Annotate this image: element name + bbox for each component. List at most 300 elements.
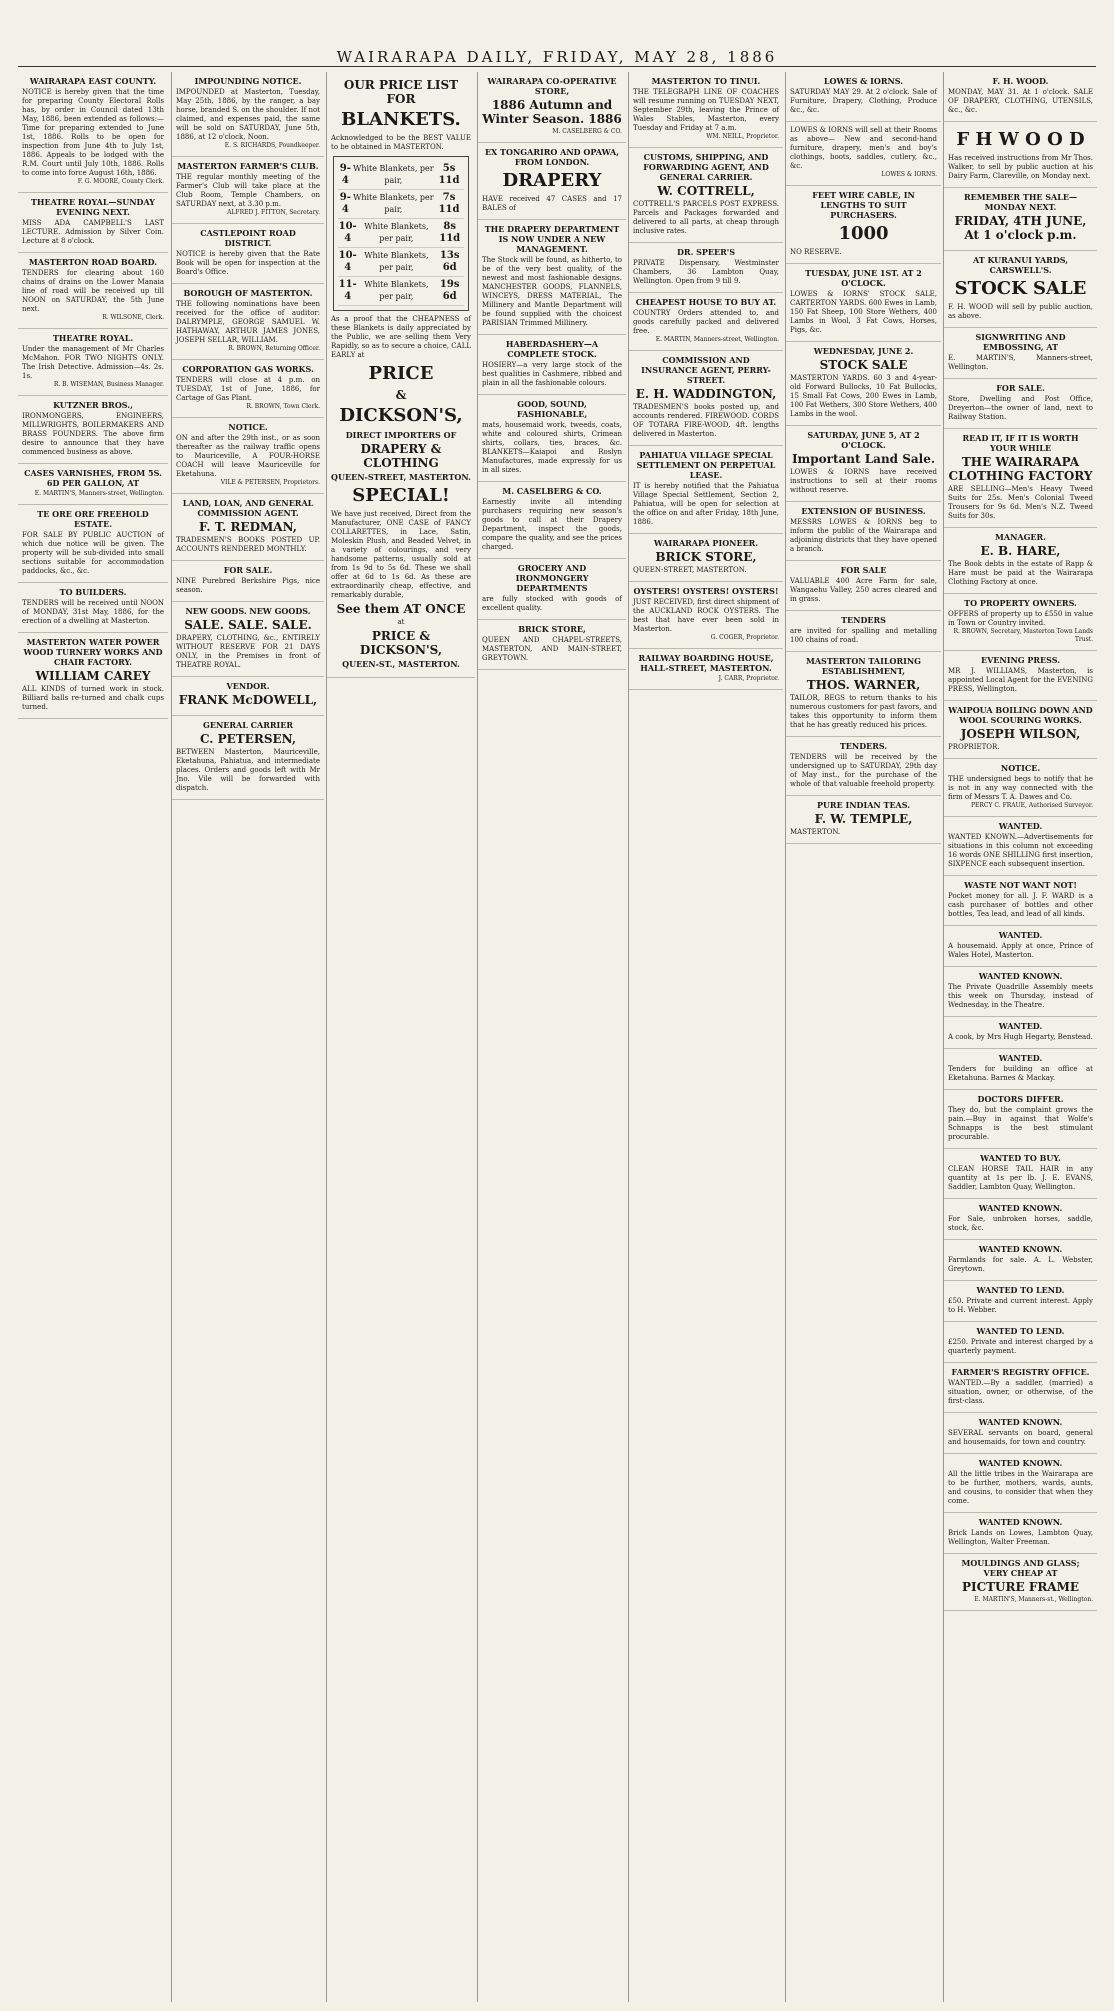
ad-display-line: PICTURE FRAME [961,1580,1080,1594]
advertisement [944,328,1097,379]
column-4 [477,72,626,2002]
ad-signature: LOWES & IORNS. [881,171,937,178]
advertisement [786,72,941,122]
ad-heading: GROCERY AND IRONMONGERY DEPARTMENTS [515,563,589,593]
ad-heading: OYSTERS! OYSTERS! OYSTERS! [633,586,779,596]
advertisement [944,967,1097,1017]
ad-body: £250. Private and interest charged by a quarterly payment. [948,1338,1093,1355]
firm-amp: & [395,388,407,402]
ad-signature: E. MARTIN'S, Manners-street, Wellington. [34,490,164,497]
advertisement [944,122,1097,188]
ad-display-line: FRIDAY, 4TH JUNE, At 1 o'clock p.m. [954,214,1087,242]
special-heading: SPECIAL! [352,485,450,506]
ad-body: SATURDAY MAY 29. At 2 o'clock. Sale of Furniture, Drapery, Clothing, Produce &c., &c. [790,88,937,114]
advertisement [944,1413,1097,1454]
advertisement [478,143,626,220]
advertisement [18,72,168,193]
ad-body: NO RESERVE. [790,248,842,256]
ad-signature: F. G. MOORE, County Clerk. [77,178,164,185]
ad-signature: E. MARTIN'S, Manners-st., Wellington. [974,1596,1093,1603]
ad-heading: VENDOR. [226,681,270,691]
ad-body: LOWES & IORNS' STOCK SALE, CARTERTON YARDS. 600 Ewes in Lamb, 150 Fat Sheep, 100 Store Wethers, 400 Lambs in Wool, 3 Fat Cows, Horses, Pigs, &c. [790,290,937,334]
masthead-title: WAIRARAPA DAILY, FRIDAY, MAY 28, 1886 [336,48,778,66]
ad-display-line: E. H. WADDINGTON, [635,387,777,401]
advertisement [944,1240,1097,1281]
ad-body: The Book debts in the estate of Rapp & Hare must be paid at the Wairarapa Clothing Factory at once. [948,560,1093,586]
ad-body: VALUABLE 400 Acre Farm for sale, Wangaehu Valley, 250 acres cleared and in grass. [790,577,937,603]
ad-heading: MOULDINGS AND GLASS; VERY CHEAP AT [961,1558,1080,1578]
ad-body: CLEAN HORSE TAIL HAIR in any quantity at 1s per lb. J. E. EVANS, Saddler, Lambton Quay, Wellington. [948,1165,1093,1191]
ad-heading: HABERDASHERY—A COMPLETE STOCK. [505,339,599,359]
advertisement [944,429,1097,528]
price-desc: White Blankets, per pair, [353,193,434,214]
ad-body: THE TELEGRAPH LINE OF COACHES will resume running on TUESDAY NEXT, September 29th, leaving the Prince of Wales Stables, Masterton, every Tuesday and Friday at 7 a.m. [633,88,779,132]
ad-display-large: STOCK SALE [954,278,1087,299]
ad-display-line: E. B. HARE, [980,544,1061,558]
advertisement [172,224,324,284]
ad-body: are invited for spalling and metalling 100 chains of road. [790,627,937,644]
ad-heading: MASTERTON WATER POWER WOOD TURNERY WORKS AND CHAIR FACTORY. [23,637,163,667]
advertisement [629,534,783,582]
advertisement [944,1322,1097,1363]
ad-body: TENDERS will close at 4 p.m. on TUESDAY, 1st of June, 1886, for Cartage of Gas Plant. [176,376,320,402]
ad-body: THE following nominations have been received for the office of auditor: DALRYMPLE, GEORGE SAMUEL W. HATHAWAY, ARTHUR JAMES JONES, JOSEPH SELLAR, WILLIAM. [176,300,320,344]
ad-heading: WANTED. [998,1021,1043,1031]
ad-heading: PAHIATUA VILLAGE SPECIAL SETTLEMENT ON PERPETUAL LEASE. [636,450,776,480]
masthead-rule [18,66,1096,67]
ad-heading: FOR SALE. [996,383,1045,393]
ad-body: HOSIERY—a very large stock of the best qualities in Cashmere, ribbed and plain in all the fashionable colours. [482,361,622,387]
column-2 [171,72,324,2002]
ad-heading: WANTED KNOWN. [978,1244,1063,1254]
ad-body: QUEEN-STREET, MASTERTON. [633,566,747,574]
ad-body: FOR SALE BY PUBLIC AUCTION of which due notice will be given. The property will be sub-divided into small sections suitable for accommodation paddocks, &c., &c. [22,531,164,575]
ad-body: QUEEN AND CHAPEL-STREETS, MASTERTON, AND MAIN-STREET, GREYTOWN. [482,636,622,662]
advertisement [172,418,324,494]
ad-display-line: C. PETERSEN, [199,732,297,746]
ad-body: Earnestly invite all intending purchasers requiring new season's goods to call at their Drapery Department, inspect the goods, compare the quality, and see the prices charged. [482,498,622,551]
ad-body: MASTERTON. [790,828,841,836]
advertisement [786,264,941,342]
ad-body: A cook, by Mrs Hugh Hegarty, Benstead. [948,1033,1093,1041]
ad-body: MASTERTON YARDS. 60 3 and 4-year-old Forward Bullocks, 10 Fat Bullocks, 15 Small Fat Cows, 200 Ewes in Lamb, 100 Fat Wethers, 300 Store Wethers, 400 Lambs in the wool. [790,374,937,418]
advertisement [172,602,324,677]
ad-heading: SATURDAY, JUNE 5, AT 2 O'CLOCK. [807,430,920,450]
ad-signature: R. BROWN, Town Clerk. [246,403,320,410]
ad-signature: M. CASELBERG & CO. [552,128,622,135]
price-value: 8s 11d [439,221,461,244]
ad-body: MISS ADA CAMPBELL'S LAST LECTURE. Admission by Silver Coin. Lecture at 8 o'clock. [22,219,164,245]
advertisement [478,335,626,395]
ad-heading: REMEMBER THE SALE—MONDAY NEXT. [964,192,1077,212]
ad-display-line: FRANK McDOWELL, [178,693,318,707]
firm-name-3: PRICE & DICKSON'S, [359,629,443,657]
ad-signature: PERCY C. FRAUE, Authorised Surveyor. [970,802,1093,809]
ad-heading: THEATRE ROYAL. [52,333,134,343]
advertisement [786,561,941,611]
ad-display-line: THE WAIRARAPA CLOTHING FACTORY [948,455,1093,483]
ad-display-line: SALE. SALE. SALE. [184,618,312,632]
price-value: 13s 6d [439,250,460,273]
ad-body: PRIVATE Dispensary, Westminster Chambers, 36 Lambton Quay, Wellington. Open from 9 till 9. [633,259,779,285]
ad-heading: PURE INDIAN TEAS. [816,800,911,810]
advertisement [629,293,783,351]
ad-display-line: BRICK STORE, [655,550,757,564]
advertisement [944,528,1097,594]
ad-display-line: W. COTTRELL, [657,184,755,198]
column-5 [628,72,783,2002]
advertisement [172,716,324,800]
advertisement [629,148,783,243]
price-row [338,277,464,306]
ad-display-line: STOCK SALE [819,358,908,372]
ad-body: SEVERAL servants on board, general and housemaids, for town and country. [948,1429,1093,1446]
advertisement [478,482,626,559]
ad-heading: BOROUGH OF MASTERTON. [183,288,313,298]
price-desc: White Blankets, per pair, [364,251,429,272]
advertisement [944,1017,1097,1049]
advertisement [172,561,324,602]
see-them: See them AT ONCE [336,602,466,616]
advertisement [944,1281,1097,1322]
ad-heading: WAIRARAPA EAST COUNTY. [29,76,157,86]
advertisement [944,651,1097,701]
ad-heading: WANTED TO LEND. [976,1326,1065,1336]
ad-heading: EVENING PRESS. [980,655,1061,665]
ad-heading: WANTED TO BUY. [980,1153,1061,1163]
advertisement [944,817,1097,876]
ad-display-line: WILLIAM CAREY [35,669,151,683]
advertisement [629,582,783,649]
advertisement [478,72,626,143]
price-row [338,248,464,277]
firm-dept: DRAPERY & CLOTHING [360,442,442,470]
ad-display-large: F H W O O D [956,129,1085,150]
ad-body: THE undersigned begs to notify that he is not in any way connected with the firm of Messrs T. A. Dawes and Co. [948,775,1093,801]
ad-signature: R. WILSONE, Clerk. [102,314,164,321]
ad-signature: E. MARTIN, Manners-street, Wellington. [655,336,779,343]
advertisement [18,583,168,633]
ad-heading: GOOD, SOUND, FASHIONABLE, [516,399,588,419]
advertisement [18,633,168,719]
special-body: We have just received, Direct from the Manufacturer, ONE CASE of FANCY COLLARETTES, in Lace, Satin, Moleskin Plush, and Beaded Velvet, in a variety of colourings, and very handsome patterns, usually sold at from 1s 9d to 5s 6d. These we shall offer at 6d to 1s 6d. As these are extraordinarily cheap, effective, and remarkably durable, [331,510,471,599]
price-row [338,219,464,248]
advertisement [18,505,168,583]
ad-heading: MASTERTON TO TINUI. [651,76,761,86]
column-1 [18,72,168,2002]
advertisement [944,379,1097,429]
advertisement [944,1513,1097,1554]
ad-heading: CORPORATION GAS WORKS. [182,364,314,374]
firm-name-2: DICKSON'S, [339,405,463,426]
ad-body: E. MARTIN'S, Manners-street, Wellington. [948,354,1093,371]
advertisement [629,72,783,148]
advertisement [944,1149,1097,1199]
ad-heading: TENDERS. [839,741,888,751]
ad-heading: WAIRARAPA PIONEER. [653,538,759,548]
advertisement [172,677,324,716]
ad-body: WANTED.—By a saddler, (married) a situation, owner, or otherwise, of the first-class. [948,1379,1093,1405]
price-size: 10-4 [338,221,357,244]
ad-display-line: JOSEPH WILSON, [960,727,1081,741]
ad-body: MONDAY, MAY 31. At 1 o'clock. SALE OF DRAPERY, CLOTHING, UTENSILS, &c., &c. [948,88,1093,114]
ad-display-large: 1000 [838,223,889,244]
ad-body: COTTRELL'S PARCELS POST EXPRESS. Parcels and Packages forwarded and delivered to all parts, at cheap through inclusive rates. [633,200,779,235]
ad-display-line: F. W. TEMPLE, [814,812,913,826]
advertisement [172,284,324,360]
ad-body: TAILOR, BEGS to return thanks to his numerous customers for past favors, and takes this opportunity to inform them that he has greatly reduced his prices. [790,694,937,729]
ad-signature: G. COGER, Proprietor. [710,634,779,641]
ad-heading: M. CASELBERG & CO. [502,486,602,496]
ad-display-large: DRAPERY [502,170,602,191]
ad-heading: WANTED. [998,1053,1043,1063]
ad-heading: IMPOUNDING NOTICE. [194,76,302,86]
advertisement [944,251,1097,328]
ad-heading: WAIPOUA BOILING DOWN AND WOOL SCOURING WORKS. [948,705,1093,725]
ad-signature: VILE & PETERSEN, Proprietors. [220,479,320,486]
see-at: at [397,618,405,626]
ad-heading: RAILWAY BOARDING HOUSE, HALL-STREET, MASTERTON. [638,653,774,673]
advertisement [786,652,941,737]
ad-heading: READ IT, IF IT IS WORTH YOUR WHILE [962,433,1079,453]
advertisement [629,649,783,690]
ad-body: They do, but the complaint grows the pain.—Buy in against that Wolfe's Schnapps is the best stimulant procurable. [948,1106,1093,1141]
price-row [338,190,464,219]
ad-heading: THEATRE ROYAL—SUNDAY EVENING NEXT. [30,197,156,217]
advertisement [944,701,1097,759]
advertisement [18,193,168,253]
ad-signature: E. S. RICHARDS, Poundkeeper. [224,142,320,149]
advertisement [786,342,941,426]
ad-signature: J. CARR, Proprietor. [718,675,779,682]
price-value: 5s 11d [438,163,460,186]
advertisement [629,446,783,534]
ad-body: Pocket money for all. J. F. WARD is a cash purchaser of bottles and other bottles, Tea lead, and lead of all kinds. [948,892,1093,918]
ad-heading: MANAGER. [995,532,1046,542]
advertisement [478,395,626,482]
price-desc: White Blankets, per pair, [353,164,434,185]
ad-heading: WANTED KNOWN. [978,1203,1063,1213]
ad-heading: WANTED. [998,930,1043,940]
price-desc: White Blankets, per pair, [364,222,429,243]
price-size: 11-4 [338,279,357,302]
ad-body: Store, Dwelling and Post Office, Dreyerton—the owner of land, next to Railway Station. [948,395,1093,421]
ad-signature: R. BROWN, Secretary, Masterton Town Lands Trust. [953,628,1093,643]
advertisement [172,157,324,224]
ad-body: NOTICE is hereby given that the time for preparing County Electoral Rolls has, by order in Council dated 13th May, 1886, been extended as follows:— Time for preparing extended to June 1st, 1886. Rolls to be open for inspection from June 4th to July 1st, 1886. Appeals to be lodged with the R.M. Court until July 10th, 1886. Rolls to come into force August 16th, 1886. [22,88,164,177]
ad-body: OFFERS of property up to £550 in value in Town or Country invited. [948,610,1093,627]
blankets-title: BLANKETS. [341,109,461,130]
price-value: 19s 6d [439,279,460,302]
advertisement [172,360,324,418]
ad-heading: GENERAL CARRIER [203,720,293,730]
ad-signature: WM. NEILL, Proprietor. [706,133,779,140]
ad-body: All the little tribes in the Wairarapa are to be further, mothers, wards, aunts, and cousins, to consider that when they come. [948,1470,1093,1505]
ad-heading: NOTICE. [228,422,268,432]
column-7 [943,72,1097,2002]
ad-body: TRADESMEN'S books posted up, and accounts rendered. FIREWOOD. CORDS OF TOTARA FIRE-WOOD, 4ft. lengths delivered in Masterton. [633,403,779,438]
ad-heading: WAIRARAPA CO-OPERATIVE STORE, [487,76,617,96]
ad-body: TENDERS for clearing about 160 chains of drains on the Lower Manaia line of road will be received up till NOON on SATURDAY, the 5th June next. [22,269,164,313]
advertisement [786,186,941,264]
ad-heading: CHEAPEST HOUSE TO BUY AT. [635,297,777,307]
ad-heading: TE ORE ORE FREEHOLD ESTATE. [37,509,149,529]
advertisement [944,876,1097,926]
ad-body: BETWEEN Masterton, Mauriceville, Eketahuna, Pahiatua, and intermediate places. Orders and goods left with Mr Jno. Vile will be forwarded with dispatch. [176,748,320,792]
price-size: 9-4 [339,163,351,186]
ad-body: NOTICE is hereby given that the Rate Book will be open for inspection at the Board's Office. [176,250,320,276]
ad-body: MR J. WILLIAMS, Masterton, is appointed Local Agent for the EVENING PRESS, Wellington. [948,667,1093,693]
price-desc: White Blankets, per pair, [364,280,429,301]
ad-heading: WASTE NOT WANT NOT! [964,880,1077,890]
ad-heading: EX TONGARIRO AND OPAWA, FROM LONDON. [484,147,620,167]
ad-display-line: Important Land Sale. [791,452,936,466]
advertisement [944,1363,1097,1413]
advertisement [944,594,1097,651]
advertisement [944,926,1097,967]
ad-body: mats, housemaid work, tweeds, coats, white and coloured shirts, Crimean shirts, collars, ties, braces, &c. BLANKETS—Kaiapoi and Roslyn Manufactures, made expressly for us in all sizes. [482,421,622,474]
ad-heading: MASTERTON FARMER'S CLUB. [177,161,319,171]
ad-heading: CASTLEPOINT ROAD DISTRICT. [200,228,296,248]
ad-body: F. H. WOOD will sell by public auction, as above. [948,303,1093,320]
ad-body: IT is hereby notified that the Pahiatua Village Special Settlement, Section 2, Pahiatua, will be open for selection at the office on and after Friday, 18th June, 1886. [633,482,779,526]
ad-heading: NEW GOODS. NEW GOODS. [185,606,311,616]
ad-heading: FARMER'S REGISTRY OFFICE. [951,1367,1090,1377]
ad-body: The Private Quadrille Assembly meets this week on Thursday, instead of Wednesday, in the Theatre. [948,983,1093,1009]
ad-heading: CUSTOMS, SHIPPING, AND FORWARDING AGENT, AND GENERAL CARRIER. [643,152,769,182]
ad-body: HAVE received 47 CASES and 17 BALES of [482,195,622,212]
ad-body: Under the management of Mr Charles McMahon. FOR TWO NIGHTS ONLY. The Irish Detective. Admission—4s. 2s. 1s. [22,345,164,380]
ad-body: LOWES & IORNS have received instructions to sell at their rooms without reserve. [790,468,937,494]
ad-body: Brick Lands on Lowes, Lambton Quay, Wellington, Walter Freeman. [948,1529,1093,1546]
ad-body: A housemaid. Apply at once, Prince of Wales Hotel, Masterton. [948,942,1093,959]
ad-display-line: THOS. WARNER, [806,678,921,692]
advertisement [478,559,626,620]
advertisement [944,1554,1097,1611]
ad-body: Has received instructions from Mr Thos. Walker, to sell by public auction at his Dairy Farm, Clareville, on Monday next. [948,154,1093,180]
ad-signature: R. B. WISEMAN, Business Manager. [53,381,164,388]
ad-body: COUNTRY Orders attended to, and goods carefully packed and delivered free. [633,309,779,335]
ad-heading: LAND, LOAN, AND GENERAL COMMISSION AGENT. [182,498,314,518]
ad-body: ALL KINDS of turned work in stock. Billiard balls re-turned and chalk cups turned. [22,685,164,711]
ad-heading: KUTZNER BROS., [53,400,133,410]
advertisement [944,1090,1097,1149]
ad-body: THE regular monthly meeting of the Farmer's Club will take place at the Club Room, Temple Chambers, on SATURDAY next, at 3.30 p.m. [176,173,320,208]
firm-street: QUEEN-STREET, MASTERTON. [331,472,471,482]
masthead [0,0,1114,70]
ad-heading: WANTED. [998,821,1043,831]
blankets-top: OUR PRICE LIST FOR [343,78,459,106]
advertisement [944,759,1097,817]
ad-heading: FOR SALE. [223,565,273,575]
ad-heading: FEET WIRE CABLE, IN LENGTHS TO SUIT PURCHASERS. [812,190,915,220]
ad-heading: WANTED KNOWN. [978,1458,1063,1468]
ad-heading: SIGNWRITING AND EMBOSSING, AT [975,332,1066,352]
advertisement [629,351,783,446]
price-row [338,161,464,190]
advertisement [18,396,168,464]
ad-heading: WANTED KNOWN. [978,1417,1063,1427]
column-6 [785,72,941,2002]
ad-body: £50. Private and current interest. Apply to H. Webber. [948,1297,1093,1314]
advertisement [478,620,626,670]
ad-heading: TO BUILDERS. [59,587,127,597]
ad-heading: NOTICE. [1000,763,1041,773]
ad-heading: BRICK STORE, [518,624,586,634]
ad-heading: WANTED TO LEND. [976,1285,1065,1295]
advertisement [944,72,1097,122]
ad-heading: MASTERTON TAILORING ESTABLISHMENT, [805,656,921,676]
ad-body: ARE SELLING—Men's Heavy Tweed Suits for 25s. Men's Colonial Tweed Trousers for 9s 6d. Men's N.Z. Tweed Suits for 30s. [948,485,1093,520]
ad-display-line: F. T. REDMAN, [199,520,297,534]
ad-display-line: 1886 Autumn and Winter Season. 1886 [482,98,622,126]
ad-body: TRADESMEN'S BOOKS POSTED UP. ACCOUNTS RENDERED MONTHLY. [176,536,320,553]
advertisement [18,253,168,329]
ad-heading: WEDNESDAY, JUNE 2. [813,346,914,356]
ad-body: IMPOUNDED at Masterton, Tuesday, May 25th, 1886, by the ranger, a bay horse, branded S. on the shoulder. If not claimed, and expenses paid, the same will be sold on SATURDAY, June 5th, 1886, at 12 o'clock, Noon. [176,88,320,141]
ad-heading: TENDERS [841,615,886,625]
ad-heading: COMMISSION AND INSURANCE AGENT, PERRY-STREET. [641,355,771,385]
price-size: 10-4 [338,250,357,273]
advertisement [478,220,626,335]
price-size: 9-4 [339,192,351,215]
ad-body: PROPRIETOR. [948,743,1000,751]
ad-heading: WANTED KNOWN. [978,1517,1063,1527]
ad-body: IRONMONGERS, ENGINEERS, MILLWRIGHTS, BOILERMAKERS AND BRASS FOUNDERS. The above firm desire to announce that they have commenced business as above. [22,412,164,456]
ad-body: DRAPERY, CLOTHING, &c., ENTIRELY WITHOUT RESERVE FOR 21 DAYS ONLY, in the Premises in front of THEATRE ROYAL. [176,634,320,669]
blankets-price-table [333,156,469,311]
advertisement [172,494,324,561]
firm-name-1: PRICE [368,363,434,384]
ad-body: TENDERS will be received by the undersigned up to SATURDAY, 29th day of May inst., for the purchase of the whole of that valuable freehold property. [790,753,937,788]
advertisement [786,737,941,796]
ad-heading: WANTED KNOWN. [978,971,1063,981]
ad-body: For Sale, unbroken horses, saddle, stock, &c. [948,1215,1093,1232]
ad-body: TENDERS will be received until NOON of MONDAY, 31st May, 1886, for the erection of a dwelling at Masterton. [22,599,164,625]
firm-sub: DIRECT IMPORTERS OF [345,430,457,440]
ad-heading: CASES VARNISHES, FROM 5S. 6D PER GALLON, AT [24,468,162,488]
ad-heading: MASTERTON ROAD BOARD. [28,257,158,267]
advertisement [786,502,941,561]
ad-body: WANTED KNOWN.—Advertisements for situations in this column not exceeding 16 words ONE SHILLING first insertion, SIXPENCE each subsequent insertion. [948,833,1093,868]
ad-body: NINE Purebred Berkshire Pigs, nice season. [176,577,320,594]
advertisement [629,243,783,293]
advertisement [944,1454,1097,1513]
column-3 [326,72,475,2002]
advertisement [786,796,941,844]
ad-heading: LOWES & IORNS. [823,76,904,86]
blankets-intro: Acknowledged to be the BEST VALUE to be obtained in MASTERTON. [331,134,471,151]
firm-street-2: QUEEN-ST., MASTERTON. [342,659,460,669]
ad-body: Tenders for building an office at Eketahuna. Barnes & Mackay. [948,1065,1093,1082]
ad-heading: AT KURANUI YARDS, CARSWELL'S. [972,255,1069,275]
ad-body: The Stock will be found, as hitherto, to be of the very best quality, of the newest and most fashionable designs. MANCHESTER GOODS, FLANNELS, WINCEYS, DRESS MATERIAL, The Millinery and Mantle Department will be found supplied with the choicest PARISIAN Trimmed Millinery. [482,256,622,327]
advertisement [18,464,168,505]
ad-heading: TO PROPERTY OWNERS. [964,598,1077,608]
advertisement [172,72,324,157]
advertisement [944,1199,1097,1240]
ad-heading: DOCTORS DIFFER. [977,1094,1064,1104]
advertisement [786,122,941,186]
blankets-price-list [327,72,475,678]
advertisement [786,611,941,652]
ad-heading: FOR SALE [840,565,887,575]
price-value: 7s 11d [438,192,460,215]
advertisement [18,329,168,396]
ad-body: Farmlands for sale. A. L. Webster, Greytown. [948,1256,1093,1273]
ad-signature: ALFRED J. FITTON, Secretary. [227,209,320,216]
advertisement [786,426,941,502]
